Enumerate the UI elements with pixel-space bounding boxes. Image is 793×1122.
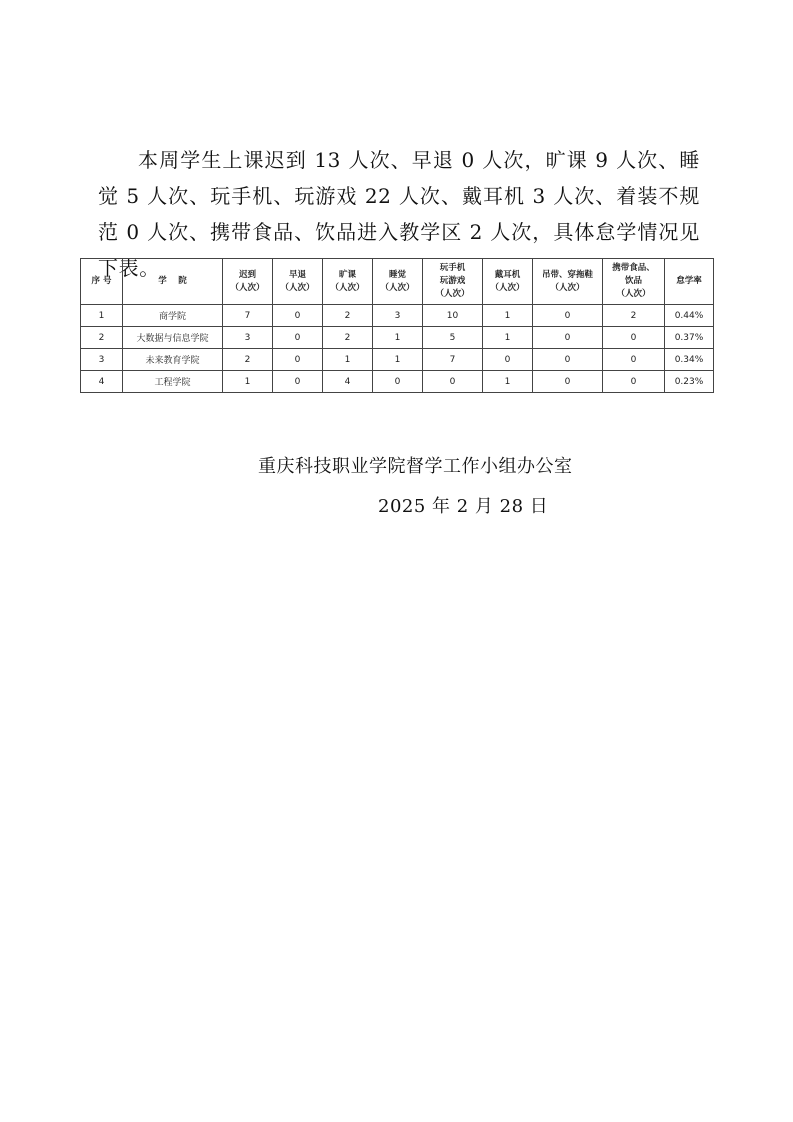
header-row	[81, 259, 714, 305]
summary-paragraph: 本周学生上课迟到 13 人次、早退 0 人次，旷课 9 人次、睡觉 5 人次、玩手机、玩游戏 22 人次、戴耳机 3 人次、着装不规范 0 人次、携带食品、饮品进入教学区 2 人次，具体怠学情况见下表。	[98, 148, 700, 280]
attendance-table	[80, 258, 714, 393]
table-cell: 0	[603, 371, 665, 393]
column-header	[483, 259, 533, 305]
table-cell: 0	[533, 371, 603, 393]
table-cell: 0	[273, 349, 323, 371]
column-header	[533, 259, 603, 305]
table-cell: 0	[423, 371, 483, 393]
table-cell: 大数据与信息学院	[123, 327, 223, 349]
issue-date: 2025 年 2 月 28 日	[378, 496, 549, 517]
column-header-line: 怠学率	[676, 276, 702, 286]
column-header-line: （人次）	[280, 282, 315, 293]
table-row	[81, 349, 714, 371]
table-cell: 0	[533, 349, 603, 371]
column-header	[273, 259, 323, 305]
table-cell: 0	[373, 371, 423, 393]
column-header-line: 旷课	[338, 269, 356, 280]
table-cell: 1	[483, 327, 533, 349]
table-cell: 0.34%	[665, 349, 714, 371]
column-header-line: （人次）	[550, 282, 585, 293]
table-cell: 3	[223, 327, 273, 349]
table-cell: 商学院	[123, 305, 223, 327]
table-cell: 2	[81, 327, 123, 349]
table-cell: 1	[483, 371, 533, 393]
column-header-line: 早退	[288, 269, 306, 280]
issuing-office: 重庆科技职业学院督学工作小组办公室	[258, 456, 573, 477]
column-header	[323, 259, 373, 305]
table-cell: 7	[223, 305, 273, 327]
column-header-line: 饮品	[624, 276, 642, 286]
table-cell: 0.44%	[665, 305, 714, 327]
table-cell: 0	[533, 305, 603, 327]
table-header	[81, 259, 714, 305]
table-cell: 1	[223, 371, 273, 393]
table-cell: 0	[273, 327, 323, 349]
column-header	[223, 259, 273, 305]
column-header-line: 序 号	[91, 276, 112, 286]
table-cell: 1	[81, 305, 123, 327]
column-header-line: （人次）	[230, 282, 265, 293]
table-cell: 2	[603, 305, 665, 327]
table-cell: 0	[273, 371, 323, 393]
column-header	[123, 259, 223, 305]
column-header	[603, 259, 665, 305]
column-header-line: 戴耳机	[494, 269, 521, 280]
table-row	[81, 327, 714, 349]
column-header-line: 睡觉	[388, 269, 406, 280]
table-cell: 0.37%	[665, 327, 714, 349]
column-header-line: （人次）	[380, 282, 415, 293]
table-cell: 1	[483, 305, 533, 327]
column-header	[423, 259, 483, 305]
column-header-line: （人次）	[616, 289, 651, 299]
column-header-line: （人次）	[330, 282, 365, 293]
table-cell: 0	[603, 327, 665, 349]
table-cell: 2	[223, 349, 273, 371]
column-header-line: 携带食品、	[612, 263, 655, 273]
table-cell: 7	[423, 349, 483, 371]
column-header-line: 吊带、穿拖鞋	[541, 269, 593, 280]
table-row	[81, 305, 714, 327]
table-cell: 10	[423, 305, 483, 327]
column-header	[81, 259, 123, 305]
column-header-line: （人次）	[435, 289, 470, 299]
table-cell: 4	[81, 371, 123, 393]
column-header-line: （人次）	[490, 282, 525, 293]
table-row	[81, 371, 714, 393]
table-cell: 0	[273, 305, 323, 327]
table-cell: 0	[483, 349, 533, 371]
table-cell: 2	[323, 305, 373, 327]
table-cell: 0	[533, 327, 603, 349]
column-header	[373, 259, 423, 305]
table-cell: 1	[373, 327, 423, 349]
table-cell: 未来教育学院	[123, 349, 223, 371]
table-cell: 3	[81, 349, 123, 371]
column-header-line: 迟到	[238, 269, 256, 280]
table-cell: 0.23%	[665, 371, 714, 393]
table-cell: 1	[373, 349, 423, 371]
table-cell: 1	[323, 349, 373, 371]
column-header	[665, 259, 714, 305]
table-cell: 0	[603, 349, 665, 371]
table-cell: 5	[423, 327, 483, 349]
table-cell: 4	[323, 371, 373, 393]
table-cell: 工程学院	[123, 371, 223, 393]
table-cell: 2	[323, 327, 373, 349]
column-header-line: 玩游戏	[439, 276, 466, 286]
table-body	[81, 305, 714, 393]
column-header-line: 玩手机	[439, 263, 466, 273]
column-header-line: 学 院	[158, 276, 187, 286]
table-cell: 3	[373, 305, 423, 327]
